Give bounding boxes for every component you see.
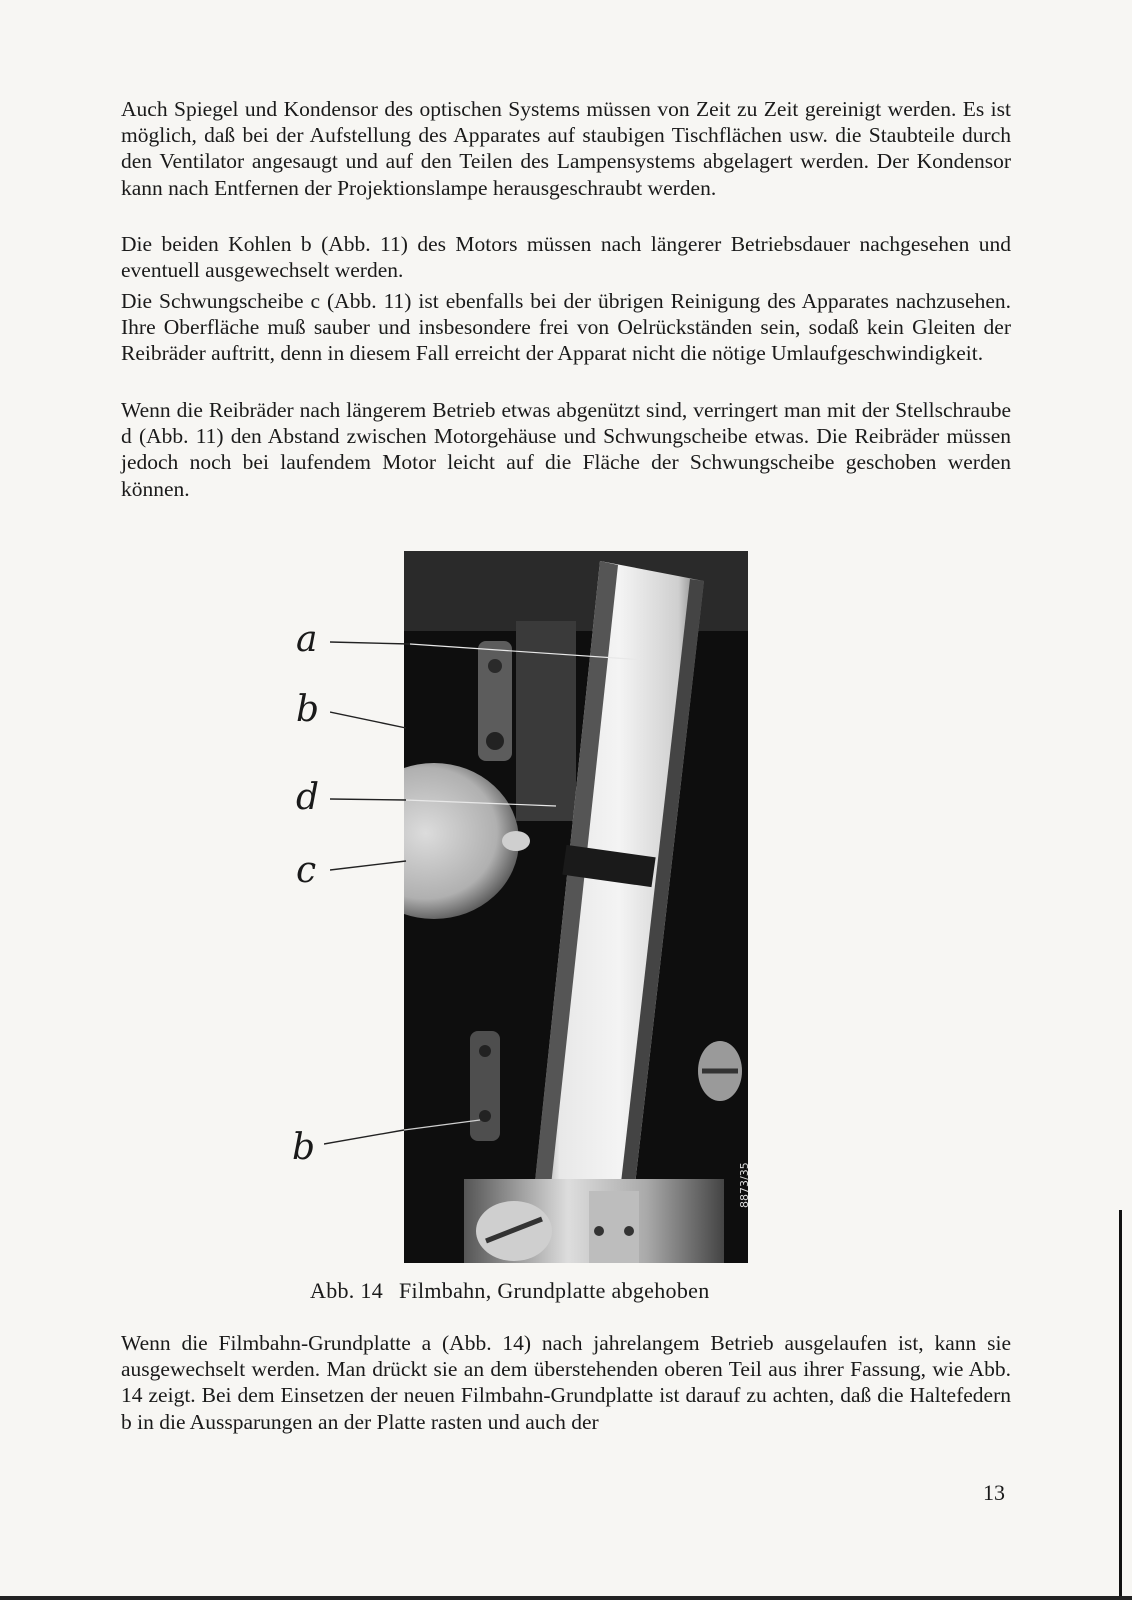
leader-line-d: [330, 794, 560, 814]
paragraph-friction-wheels: Wenn die Reibräder nach längerem Betrieb etwas abgenützt sind, verringert man mit der Stellschraube d (Abb. 11) den Abstand zwischen Motorgehäuse und Schwungscheibe etwas. Die Reibräder müssen jedoch noch bei laufendem Motor leicht auf die Fläche der Schwungscheibe geschoben werden können.: [121, 398, 1011, 501]
page-number: 13: [983, 1480, 1005, 1505]
figure-label-b-bottom: b: [292, 1127, 316, 1168]
figure-label-b-top: b: [296, 689, 320, 730]
paragraph-flywheel: Die Schwungscheibe c (Abb. 11) ist ebenfalls bei der übrigen Reinigung des Apparates nachzusehen. Ihre Oberfläche muß sauber und insbesondere frei von Oelrückständen sein, sodaß kein Gleiten der Reibräder auftritt, denn in diesem Fall erreicht der Apparat nicht die nötige Umlaufgeschwindigkeit.: [121, 289, 1011, 366]
figure-caption-number: Abb. 14: [310, 1278, 383, 1303]
photo-reference-stamp: 8873/35: [738, 1162, 751, 1208]
figure-label-a: a: [296, 619, 318, 660]
figure-label-d: d: [296, 777, 320, 818]
leader-line-b-bottom: [324, 1118, 484, 1148]
figure-label-c: c: [296, 850, 317, 891]
paragraph-cleaning-optics: Auch Spiegel und Kondensor des optischen Systems müssen von Zeit zu Zeit gereinigt werden. Es ist möglich, daß bei der Aufstellung des Apparates auf staubigen Tischflächen usw. die Staubteile durch den Ventilator angesaugt und auf den Teilen des Lampensystems abgelagert werden. Der Kondensor kann nach Entfernen der Projektionslampe herausgeschraubt werden.: [121, 97, 1011, 200]
figure-caption-text: Filmbahn, Grundplatte abgehoben: [399, 1278, 710, 1303]
leader-line-b-top: [330, 710, 410, 740]
page-edge-shadow-bottom: [0, 1596, 1132, 1600]
paragraph-motor-brushes: Die beiden Kohlen b (Abb. 11) des Motors müssen nach längerer Betriebsdauer nachgesehen und eventuell ausgewechselt werden.: [121, 232, 1011, 283]
page-edge-shadow-right: [1119, 1210, 1122, 1600]
leader-line-c: [330, 856, 410, 876]
paragraph-film-gate-plate: Wenn die Filmbahn-Grundplatte a (Abb. 14) nach jahrelangem Betrieb ausgelaufen ist, kann sie ausgewechselt werden. Man drückt sie an dem überstehenden oberen Teil aus ihrer Fassung, wie Abb. 14 zeigt. Bei dem Einsetzen der neuen Filmbahn-Grundplatte ist darauf zu achten, daß die Haltefedern b in die Aussparungen an der Platte rasten und auch der: [121, 1331, 1011, 1434]
figure-caption: [310, 1278, 710, 1304]
leader-line-a: [330, 638, 640, 668]
